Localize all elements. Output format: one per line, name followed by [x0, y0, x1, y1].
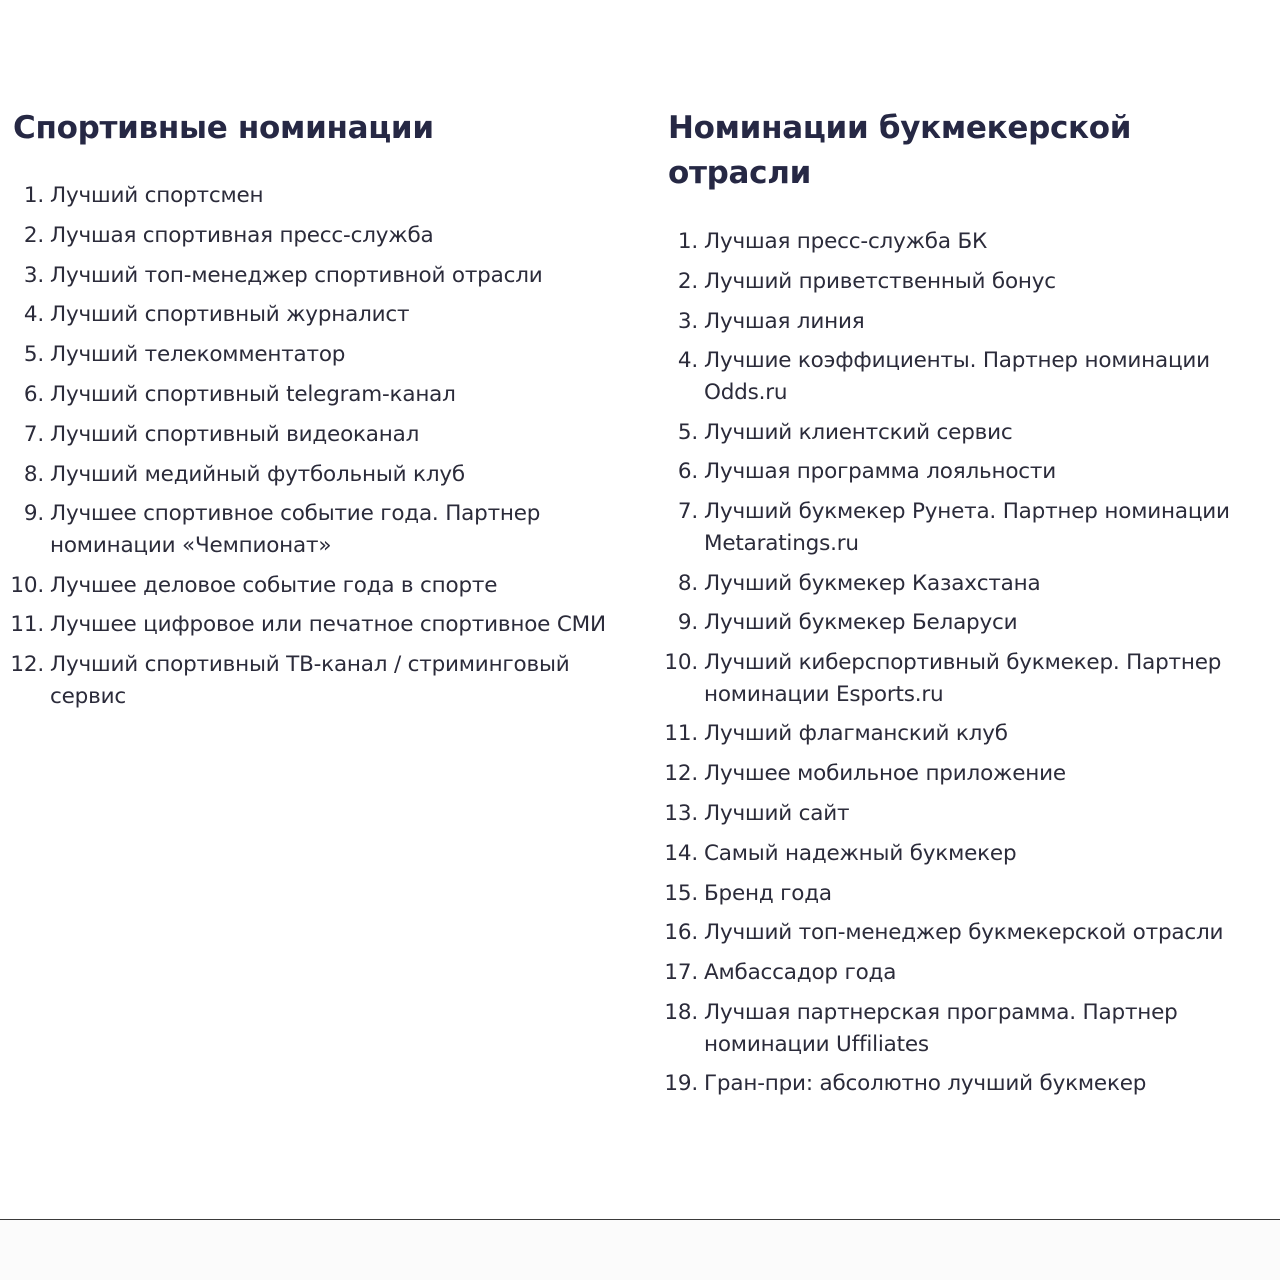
bottom-strip: [0, 1220, 1280, 1280]
nomination-item: [0, 299, 640, 331]
nomination-number: 17.: [664, 960, 698, 986]
nomination-item: [0, 339, 640, 371]
nomination-item: [655, 345, 1275, 408]
nomination-number: 13.: [664, 801, 698, 827]
nomination-item: [655, 417, 1275, 449]
nomination-text: Лучший букмекер Казахстана: [704, 570, 1041, 596]
nomination-text: Лучший флагманский клуб: [704, 721, 1008, 747]
nomination-number: 16.: [664, 920, 698, 946]
nomination-item: [655, 496, 1275, 559]
nomination-number: 7.: [23, 421, 44, 447]
sports-nominations-title: Спортивные номинации: [13, 110, 434, 146]
nomination-item: [655, 758, 1275, 790]
nomination-item: [655, 568, 1275, 600]
nomination-item: [0, 649, 640, 712]
nomination-text: Самый надежный букмекер: [704, 840, 1017, 866]
nomination-number: 1.: [23, 183, 44, 208]
nomination-item: [0, 379, 640, 411]
nomination-text: Лучший топ-менеджер спортивной отрасли: [50, 262, 543, 288]
nomination-text: Лучшая партнерская программа. Партнер номинации Uffiliates: [704, 1000, 1178, 1057]
nomination-number: 6.: [23, 381, 44, 407]
nomination-item: [0, 570, 640, 602]
nomination-text: Лучшая линия: [704, 308, 865, 334]
nomination-text: Амбассадор года: [704, 960, 897, 986]
nomination-number: 9.: [23, 501, 44, 527]
nomination-text: Лучшая программа лояльности: [704, 459, 1057, 485]
nomination-number: 12.: [664, 761, 698, 787]
nomination-number: 7.: [677, 499, 698, 525]
nomination-item: [655, 718, 1275, 750]
nomination-text: Лучший топ-менеджер букмекерской отрасли: [704, 920, 1224, 946]
nomination-text: Лучший букмекер Беларуси: [704, 610, 1018, 636]
nomination-item: [0, 419, 640, 451]
nomination-text: Лучший спортивный telegram-канал: [50, 381, 456, 407]
nomination-number: 4.: [23, 302, 44, 328]
nomination-number: 3.: [23, 262, 44, 288]
nomination-text: Лучшая пресс-служба БК: [704, 229, 988, 254]
nomination-text: Бренд года: [704, 880, 832, 906]
nomination-number: 12.: [10, 652, 44, 678]
nomination-number: 9.: [677, 610, 698, 636]
nomination-text: Гран-при: абсолютно лучший букмекер: [704, 1071, 1147, 1097]
nomination-number: 14.: [664, 840, 698, 866]
nomination-item: [0, 459, 640, 491]
nomination-item: [655, 266, 1275, 298]
nomination-item: [655, 306, 1275, 338]
nomination-text: Лучшее деловое событие года в спорте: [50, 572, 498, 598]
nomination-text: Лучшее цифровое или печатное спортивное СМИ: [50, 612, 606, 638]
nomination-text: Лучшее спортивное событие года. Партнер номинации «Чемпионат»: [50, 501, 541, 558]
nomination-text: Лучший телекомментатор: [50, 342, 346, 368]
nomination-item: [0, 180, 640, 212]
nomination-text: Лучший спортивный ТВ-канал / стриминговый сервис: [50, 652, 570, 709]
nomination-item: [655, 878, 1275, 910]
nomination-item: [655, 917, 1275, 949]
nomination-number: 10.: [664, 650, 698, 676]
nomination-number: 3.: [677, 308, 698, 334]
nomination-number: 15.: [664, 880, 698, 906]
nomination-number: 8.: [677, 570, 698, 596]
nomination-text: Лучший спортивный видеоканал: [50, 421, 420, 447]
nomination-item: [655, 957, 1275, 989]
nomination-number: 18.: [664, 1000, 698, 1026]
nomination-item: [655, 838, 1275, 870]
nomination-number: 5.: [23, 342, 44, 368]
nomination-text: Лучшая спортивная пресс-служба: [50, 222, 434, 248]
nomination-text: Лучший букмекер Рунета. Партнер номинации Metaratings.ru: [704, 499, 1230, 556]
nomination-item: [655, 997, 1275, 1060]
nomination-number: 6.: [677, 459, 698, 485]
nomination-text: Лучший медийный футбольный клуб: [50, 461, 465, 487]
nomination-text: Лучшее мобильное приложение: [704, 761, 1066, 787]
nomination-number: 11.: [664, 721, 698, 747]
nomination-text: Лучший спортивный журналист: [50, 302, 410, 328]
nomination-text: Лучший киберспортивный букмекер. Партнер номинации Esports.ru: [704, 650, 1222, 707]
nomination-number: 5.: [677, 419, 698, 445]
nomination-item: [0, 609, 640, 641]
nomination-number: 11.: [10, 612, 44, 638]
nomination-number: 1.: [677, 229, 698, 254]
nomination-item: [0, 498, 640, 561]
nomination-number: 4.: [677, 348, 698, 374]
nomination-item: [655, 1068, 1275, 1100]
nomination-number: 2.: [23, 222, 44, 248]
nomination-text: Лучший клиентский сервис: [704, 419, 1013, 445]
nomination-item: [0, 260, 640, 292]
nomination-item: [0, 220, 640, 252]
sports-nominations-list: [0, 180, 640, 721]
betting-nominations-title: Номинации букмекерской отрасли: [668, 110, 1132, 191]
nomination-text: Лучшие коэффициенты. Партнер номинации Odds.ru: [704, 348, 1210, 405]
nomination-number: 8.: [23, 461, 44, 487]
nomination-item: [655, 798, 1275, 830]
nomination-item: [655, 647, 1275, 710]
nomination-text: Лучший сайт: [704, 801, 850, 827]
nomination-number: 19.: [664, 1071, 698, 1097]
nomination-text: Лучший спортсмен: [50, 183, 264, 208]
nomination-number: 2.: [677, 268, 698, 294]
nomination-item: [655, 607, 1275, 639]
nomination-item: [655, 456, 1275, 488]
betting-nominations-list: [655, 226, 1275, 1108]
nomination-item: [655, 226, 1275, 258]
nomination-text: Лучший приветственный бонус: [704, 268, 1056, 294]
nomination-number: 10.: [10, 572, 44, 598]
